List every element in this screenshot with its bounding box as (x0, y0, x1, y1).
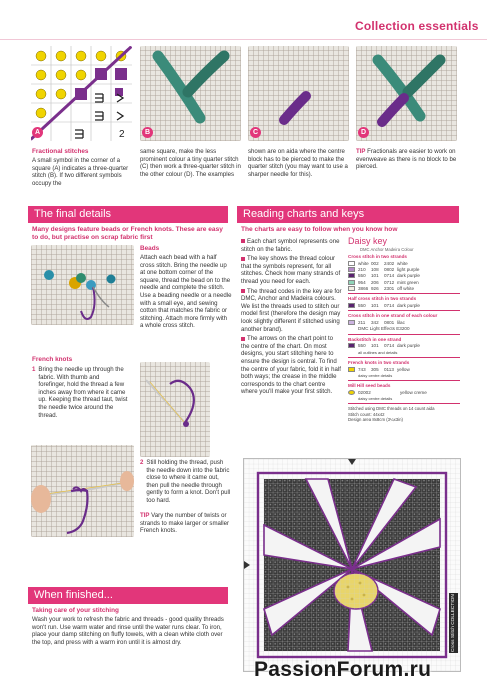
key-cell: dark purple (397, 343, 420, 349)
combined-stitch-svg (356, 46, 457, 141)
key-cell: 0801 (384, 320, 395, 326)
daisy-chart-svg (244, 459, 460, 671)
badge-a: A (32, 127, 43, 138)
key-category-2: Half cross stitch in two strands (348, 296, 417, 302)
key-cell: mint green (397, 279, 419, 285)
key-category-4: Backstitch in one strand (348, 336, 402, 342)
reading-bullets (241, 238, 343, 396)
key-cell: 108 (371, 267, 379, 273)
key-cell: 550 (358, 343, 366, 349)
key-cell: lilac (397, 320, 405, 326)
key-swatch (348, 320, 355, 325)
photo-quarter-stitch (248, 46, 349, 141)
key-cell: 0712 (384, 279, 395, 285)
key-cell: 550 (358, 303, 366, 309)
key-cell: 210 (358, 267, 366, 273)
key-cell: light purple (397, 267, 420, 273)
knot-2-svg (140, 362, 210, 457)
key-cell: yellow (397, 366, 410, 372)
step-1-number: 1 (32, 366, 36, 373)
key-cell: 2301 (384, 286, 395, 292)
key-cell: 211 (358, 320, 366, 326)
fractional-grid-diagram (31, 46, 132, 141)
knots-heading: French knots (32, 356, 73, 363)
knot-1-svg (31, 445, 134, 537)
key-cell: dark purple (397, 303, 420, 309)
reading-bullet-1: Each chart symbol represents one stitch on the fabric. (241, 238, 340, 253)
daisy-key (348, 236, 460, 423)
fractional-tip-label: TIP (356, 148, 366, 155)
grid-number-2: 2 (119, 129, 125, 140)
when-finished-text: Wash your work to refresh the fabric and threads - good quality threads won't run. Use warm water and rinse until the water runs clear. To iron, place your damp stitching on fluffy towels, with a clean white cloth over the top, and press with a warm iron until it is almost dry. (32, 616, 224, 646)
key-category-3: Cross stitch in one strand of each colour (348, 313, 438, 319)
key-swatch (348, 267, 355, 272)
knots-tip (140, 512, 232, 535)
key-cell: dark purple (397, 273, 420, 279)
beads-heading: Beads (140, 245, 160, 252)
key-swatch (348, 273, 355, 278)
fractional-text-2: same square, make the less prominent colour a tiny quarter stitch (C) then work a three-quarter stitch in the other colour (D). The examples (140, 148, 241, 178)
photo-french-knot-1 (31, 445, 134, 537)
key-footer: Stitched using DMC threads on 14 count aida Stitch count: 44x42 Design area 8x8cm (3¼x3in) (348, 405, 435, 423)
key-cell: 0714 (384, 273, 395, 279)
key-cell: 743 (358, 366, 366, 372)
key-swatch (348, 303, 355, 308)
step-2-number: 2 (140, 459, 144, 466)
key-cell: 101 (371, 343, 379, 349)
key-cell: 342 (371, 320, 379, 326)
fractional-col-1 (32, 148, 136, 187)
key-cell: 0113 (384, 366, 394, 372)
beads-text: Attach each bead with a half cross stitch. Bring the needle up at one bottom corner of the square, thread the bead on to the needle and complete the stitch. Use a beading needle or a needle with a small eye, and sewing cotton that matches the fabric or stitching. Attach more firmly with a whole cross stitch. (140, 254, 232, 330)
key-bead-row: 02002 yellow creme (348, 389, 460, 395)
key-cell: 0714 (384, 343, 395, 349)
key-light-effects: DMC Light Effects E3200 (358, 326, 410, 332)
key-cell: 0714 (384, 303, 395, 309)
badge-c: C (250, 127, 261, 138)
key-cell: 954 (358, 279, 366, 285)
key-swatch (348, 367, 355, 372)
key-swatch (348, 261, 355, 266)
badge-b: B (142, 127, 153, 138)
photo-french-knot-2 (140, 362, 210, 457)
key-row (348, 302, 460, 308)
key-bead-note: daisy centre details (358, 396, 393, 402)
knots-tip-label: TIP (140, 512, 150, 519)
key-cell: 0802 (384, 267, 395, 273)
daisy-chart (243, 458, 461, 672)
green-stitch-svg (140, 46, 241, 141)
key-cell: 2402 (384, 260, 395, 266)
key-cell: off white (397, 286, 415, 292)
daisy-key-title: Daisy key (348, 236, 388, 246)
watermark: PassionForum.ru (254, 658, 432, 681)
knots-step-2 (140, 459, 232, 505)
reading-charts-bar: Reading charts and keys (237, 206, 459, 223)
key-french-knot-note: daisy centre details (358, 372, 393, 378)
when-finished-heading: Taking care of your stitching (32, 607, 119, 614)
photo-beads (31, 245, 134, 325)
when-finished-block (32, 607, 228, 646)
fractional-text-3: shown are on aida where the centre block has to be pierced to make the quarter stitch (you may want to use a sharper needle for this). (248, 148, 348, 178)
daisy-key-columns: DMC Anchor Madeira Colour (360, 247, 414, 252)
fractional-text-4 (356, 148, 460, 171)
key-cell: white (397, 260, 408, 266)
key-backstitch-note: all outlines and details (358, 349, 398, 355)
key-cell: 101 (371, 303, 379, 309)
fractional-heading: Fractional stitches (32, 148, 89, 155)
key-rows-cross-stitch (348, 260, 460, 292)
beads-svg (31, 245, 134, 325)
key-cell: 002 (371, 260, 379, 266)
chart-logo: Cross Stitch COLLECTION (451, 594, 456, 652)
key-category-5: French knots in two strands (348, 359, 410, 365)
key-cell: 305 (371, 366, 379, 372)
key-swatch (348, 343, 355, 348)
reading-bullet-3: The thread codes in the key are for DMC, Anchor and Madeira colours. We list the threads used to stitch our model first (therefore the design may look slightly different if stitched using another brand). (241, 287, 342, 333)
symbol-grid-svg (31, 46, 132, 141)
reading-bullet-2: The key shows the thread colour that the symbols represent, for all stitches. Check how many strands of thread you need for each. (241, 255, 341, 285)
key-swatch (348, 280, 355, 285)
key-cell: 550 (358, 273, 366, 279)
reading-bullet-4: The arrows on the chart point to the centre of the chart. On most designs, you start stitching here to ensure the design is central. To find the centre of your fabric, fold it in half both ways; the crease in the middle corresponds to the chart centre where you'll make your first stitch. (241, 335, 341, 396)
knots-tip-text: Vary the number of twists or strands to make larger or smaller French knots. (140, 512, 230, 535)
key-cell: 206 (371, 279, 379, 285)
key-cell: 926 (371, 286, 379, 292)
final-details-intro: Many designs feature beads or French knots. These are easy to do, but practise on scrap fabric first (32, 226, 223, 241)
when-finished-bar: When finished... (28, 587, 228, 604)
photo-combined-stitch (356, 46, 457, 141)
key-cell: 101 (371, 273, 379, 279)
badge-d: D (358, 127, 369, 138)
fractional-tip-text: Fractionals are easier to work on evenweave as there is no block to be pierced. (356, 148, 457, 171)
final-details-bar: The final details (28, 206, 228, 223)
purple-stitch-svg (248, 46, 349, 141)
page-title: Collection essentials (355, 19, 479, 33)
key-swatch (348, 286, 355, 291)
step-2-text: Still holding the thread, push the needle down into the fabric close to where it came out, then pull the needle through gently to form a knot. Don't pull too hard. (146, 459, 231, 504)
key-category-6: Mill Hill seed beads (348, 383, 391, 389)
key-row (348, 286, 460, 292)
step-1-text: Bring the needle up through the fabric. With thumb and forefinger, hold the thread a few inches away from where it came up. Keeping the thread taut, twist the needle twice around the thread. (38, 366, 128, 419)
key-category-1: Cross stitch in two strands (348, 254, 407, 259)
beads-block (140, 245, 232, 330)
knots-step-1 (32, 366, 128, 419)
photo-three-quarter-stitch (140, 46, 241, 141)
reading-intro: The charts are easy to follow when you know how (241, 226, 398, 233)
key-rows-half-cross (348, 302, 460, 308)
fractional-text-1: A small symbol in the corner of a square (A) indicates a three-quarter stitch (B). If two different symbols occupy the (32, 157, 129, 187)
key-cell: 3866 (358, 286, 369, 292)
key-cell: white (358, 260, 369, 266)
header-rule (0, 39, 487, 40)
